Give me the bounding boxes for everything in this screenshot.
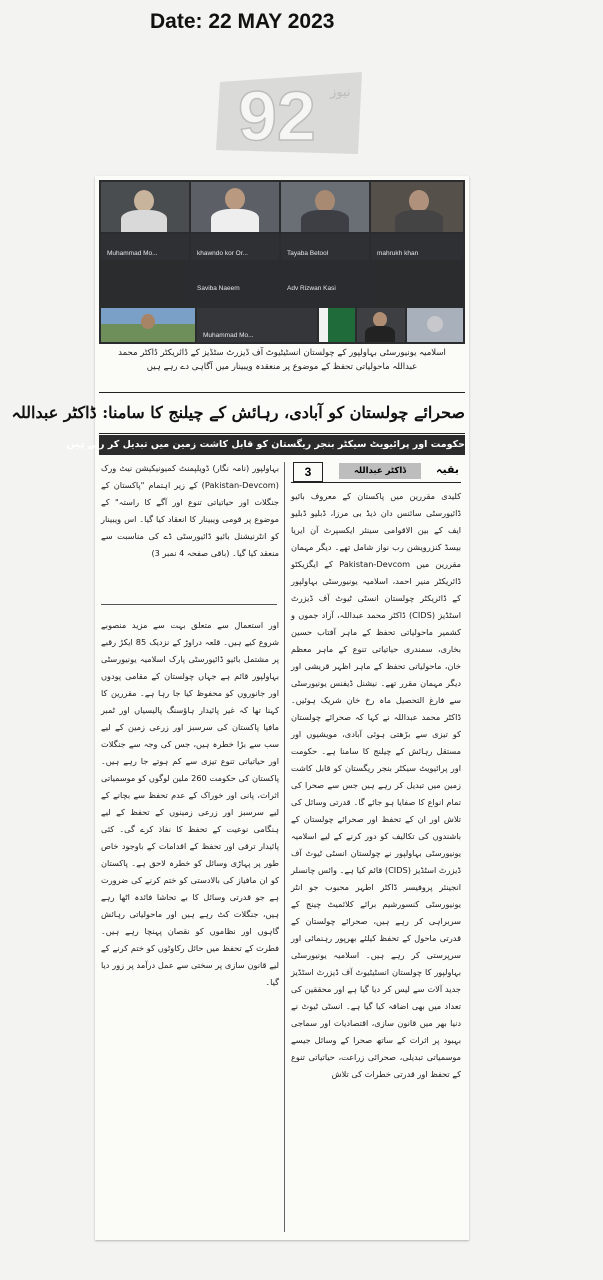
participant-face bbox=[315, 190, 335, 212]
participant-face bbox=[134, 190, 154, 212]
continuation-header bbox=[291, 462, 461, 483]
flag-tile bbox=[319, 308, 355, 342]
article-body-right: کلیدی مقررین میں پاکستان کے معروف بائیو ڈائیورسٹی سائنس دان ذیڈ بی مرزا، ڈبلیو ڈبلیو ایف کے بین الاقوامی سینئر ایکسپرٹ آن ایریا بیسڈ کنزرویشن رب نواز شامل تھے۔ دیگر مہمان مقررین میں Pakistan-Devcom کے ایگزیکٹو ڈائریکٹر منیر احمد، اسلامیہ یونیورسٹی بہاولپور کے ڈائریکٹر چولستان انسٹی ٹیوٹ آف ڈیزرٹ اسٹڈیز (CIDS) ڈاکٹر محمد عبداللہ، آزاد جموں و کشمیر ماحولیاتی تحفظ کے ماہر آفتاب حسین بخاری، سمندری حیاتیاتی تنوع کے ماہر معظم خان، ماحولیاتی تحفظ کے ماہر اظہر قریشی اور دیگر مہمان مقرر تھے۔ نیشنل ڈیفنس یونیورسٹی سے فارغ التحصیل ماہ رخ خان شریک ہوئیں۔ ڈاکٹر محمد عبداللہ نے کہا کہ صحرائے چولستان کو تیزی سے بڑھتی ہوئی آبادی، مویشیوں اور مستقل رہائش کے چیلنج کا سامنا ہے۔ حکومت اور پرائیویٹ سیکٹر بنجر ریگستان کو قابل کاشت زمین میں تبدیل کر رہے ہیں جس سے صحرا کی تمام انواع کا صفایا ہو جائے گا۔ قدرتی وسائل کی تلاش اور ان کے تحفظ اور صحرائے چولستان کے باشندوں کی تکالیف کو دور کرنے کے لیے اسلامیہ یونیورسٹی بہاولپور نے چولستان انسٹی ٹیوٹ آف ڈیزرٹ اسٹڈیز (CIDS) قائم کیا ہے۔ وائس چانسلر انجینئر پروفیسر ڈاکٹر اطہر محبوب جو انٹر یونیورسٹی کنسورشیم برائے کلائمیٹ چینج کے سربراہی کر رہے ہیں، صحرائے چولستان کے قدرتی ماحول کے تحفظ کیلئے بھرپور رہنمائی اور سرپرستی کر رہے ہیں۔ اسلامیہ یونیورسٹی بہاولپور کا چولستان انسٹیٹیوٹ آف ڈیزرٹ اسٹڈیز جدید آلات سے لیس کر دیا گیا ہے اور محققین کی تعداد میں بھی اضافہ کیا گیا ہے۔ انسٹی ٹیوٹ نے دنیا بھر میں قانون سازی، اقتصادیات اور سماجی بہبود پر اثرات کے ساتھ صحرا کے وسائل جیسے موسمیاتی تبدیلی، صحرائی زراعت، حیاتیاتی تنوع کے تحفظ اور قدرتی خطرات کی تلاش bbox=[291, 491, 462, 1079]
participant-tile bbox=[357, 308, 405, 342]
participant-face bbox=[225, 188, 245, 210]
trophy-shape bbox=[427, 316, 443, 332]
participant-name: Adv Rizwan Kasi bbox=[287, 285, 336, 292]
continuation-label: بقیہ bbox=[436, 463, 459, 476]
participant-face bbox=[409, 190, 429, 212]
headline: صحرائے چولستان کو آبادی، رہائش کے چیلنج کا سامنا: ڈاکٹر عبداللہ bbox=[99, 392, 465, 434]
participant-tile bbox=[281, 182, 369, 232]
participant-tile bbox=[281, 234, 369, 260]
participant-name: Tayaba Betool bbox=[287, 250, 329, 257]
article-intro: بہاولپور (نامہ نگار) ڈویلپمنٹ کمیونیکیشن نیٹ ورک (Pakistan-Devcom) کے زیر اہتمام "پاکستان کے جنگلات اور حیاتیاتی تنوع اور آگے کا راستہ" کے موضوع پر قومی ویبینار کا انعقاد کیا گیا۔ اس ویبینار کو انٹرنیشنل بائیو ڈائیورسٹی ڈے کی مناسبت سے منعقد کیا گیا۔ (باقی صفحہ 4 نمبر 3) bbox=[101, 463, 279, 558]
participant-name: mahrukh khan bbox=[377, 250, 419, 257]
continuation-page-number: 3 bbox=[293, 462, 323, 482]
participant-name: Muhammad Mo... bbox=[203, 332, 254, 339]
clipping-date: Date: 22 MAY 2023 bbox=[150, 10, 335, 33]
logo-urdu-mark: نیوز bbox=[330, 85, 351, 100]
participant-tile bbox=[191, 262, 279, 306]
webinar-photo bbox=[99, 180, 465, 344]
continuation-tag: ڈاکٹر عبداللہ bbox=[339, 463, 421, 479]
newspaper-logo bbox=[212, 68, 370, 160]
participant-tile bbox=[191, 182, 279, 232]
participant-name: Muhammad Mo... bbox=[107, 250, 158, 257]
flag-stripe bbox=[319, 308, 328, 342]
participant-face bbox=[373, 312, 387, 327]
participant-name: khawndo kor Or... bbox=[197, 250, 248, 257]
column-divider bbox=[284, 462, 285, 1232]
section-divider bbox=[101, 604, 277, 605]
participant-tile bbox=[371, 234, 463, 260]
participant-tile bbox=[371, 182, 463, 232]
newspaper-clipping bbox=[11, 176, 469, 1240]
participant-tile bbox=[101, 234, 189, 260]
participant-tile bbox=[197, 308, 317, 342]
participant-tile bbox=[101, 308, 195, 342]
subheadline: حکومت اور پرائیویٹ سیکٹر بنجر ریگستان کو قابل کاشت زمین میں تبدیل کر رہے ہیں bbox=[99, 435, 465, 455]
participant-body bbox=[365, 326, 395, 342]
participant-tile bbox=[101, 182, 189, 232]
participant-body bbox=[395, 210, 443, 232]
participant-name: Saviba Naeem bbox=[197, 285, 240, 292]
photo-caption: اسلامیہ یونیورسٹی بہاولپور کے چولستان انسٹیٹیوٹ آف ڈیزرٹ سٹڈیز کے ڈائریکٹر ڈاکٹر محمد عبداللہ ماحولیاتی تحفظ کے موضوع پر منعقدہ ویبینار میں آگاہی دے رہے ہیں bbox=[118, 348, 446, 372]
participant-face bbox=[141, 314, 155, 329]
logo-number: 92 bbox=[238, 77, 316, 155]
article-body-left: اور استعمال سے متعلق بہت سے مزید منصوبے شروع کیے ہیں۔ قلعہ دراوڑ کے نزدیک 85 ایکڑ رقبے پر مشتمل بائیو ڈائیورسٹی پارک اسلامیہ یونیورسٹی بہاولپور قائم ہے جہاں چولستان کے مقامی پودوں اور جانوروں کو محفوظ کیا جا رہا ہے۔ مقررین کا کہنا تھا کہ غیر پائیدار ہاؤسنگ پالیسیاں اور ٹمبر مافیا پاکستان کی سرسبز اور زرعی زمین کے لیے سب سے بڑا خطرہ ہیں، جس کی وجہ سے جنگلات اور حیاتیاتی تنوع تیزی سے کم ہوتے جا رہے ہیں۔ پاکستان کی حکومت 260 ملین لوگوں کو موسمیاتی اثرات، پانی اور خوراک کے عدم تحفظ سے بچانے کے لیے سرسبز اور زرعی زمینوں کے تحفظ کے لیے ہنگامی نوعیت کے تحفظ کا نفاذ کرے گی۔ کئی پائیدار ترقی اور تحفظ کے اقدامات کے باوجود خاص طور پر پہاڑی وسائل کو خطرہ لاحق ہے۔ پاکستان کو ان مافیاز کی بالادستی کو ختم کرنے کی ضرورت ہے جو قدرتی وسائل کا بے تحاشا فائدہ اٹھا رہے ہیں، جنگلات کٹ رہے ہیں اور ماحولیاتی رہائش گاہوں اور نظاموں کو نقصان پہنچا رہے ہیں۔ فطرت کے تحفظ میں حائل رکاوٹوں کو ختم کرنے کے لیے قانون سازی پر سختی سے عمل درآمد پر زور دیا گیا۔ bbox=[101, 620, 280, 987]
participant-body bbox=[211, 209, 259, 232]
participant-body bbox=[301, 210, 349, 232]
participant-body bbox=[121, 210, 167, 232]
participant-tile bbox=[407, 308, 463, 342]
participant-tile bbox=[281, 262, 369, 306]
participant-tile bbox=[191, 234, 279, 260]
